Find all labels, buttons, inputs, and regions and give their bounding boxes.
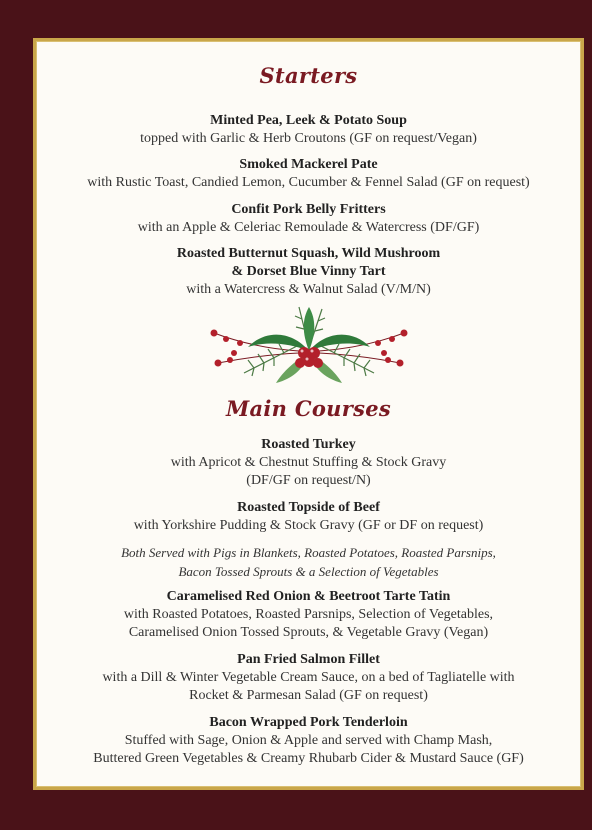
item-name: Confit Pork Belly Fritters: [231, 202, 386, 217]
main-item: [36, 588, 581, 642]
item-desc: with Rustic Toast, Candied Lemon, Cucumber & Fennel Salad (GF on request): [87, 175, 530, 190]
item-desc: Caramelised Onion Tossed Sprouts, & Vegetable Gravy (Vegan): [128, 625, 489, 640]
item-name: Minted Pea, Leek & Potato Soup: [210, 113, 407, 128]
starter-item: [36, 156, 581, 192]
menu-page: [36, 41, 581, 787]
holly-berries-icon: [36, 303, 581, 389]
starters-heading: Starters: [259, 63, 358, 88]
item-desc: Buttered Green Vegetables & Creamy Rhubarb Cider & Mustard Sauce (GF): [93, 751, 524, 766]
main-item: [36, 436, 581, 490]
main-courses-heading: Main Courses: [225, 396, 392, 421]
item-desc: with a Watercress & Walnut Salad (V/M/N): [186, 282, 431, 297]
main-item: [36, 499, 581, 535]
item-name: Caramelised Red Onion & Beetroot Tarte Tatin: [166, 589, 451, 604]
item-desc: with a Dill & Winter Vegetable Cream Sauce, on a bed of Tagliatelle with: [102, 670, 515, 685]
starter-item: [36, 245, 581, 299]
starter-item: [36, 112, 581, 148]
item-name: Bacon Wrapped Pork Tenderloin: [209, 715, 408, 730]
note-line: Bacon Tossed Sprouts & a Selection of Vegetables: [178, 564, 439, 579]
item-desc: (DF/GF on request/N): [246, 473, 371, 488]
item-name: Smoked Mackerel Pate: [239, 157, 378, 172]
serving-note: [36, 543, 581, 581]
item-name: Roasted Butternut Squash, Wild Mushroom: [176, 246, 441, 261]
item-desc: with Roasted Potatoes, Roasted Parsnips, Selection of Vegetables,: [123, 607, 494, 622]
item-desc: with an Apple & Celeriac Remoulade & Watercress (DF/GF): [137, 220, 480, 235]
starter-item: [36, 201, 581, 237]
item-name: & Dorset Blue Vinny Tart: [231, 264, 386, 279]
main-item: [36, 714, 581, 768]
item-desc: Rocket & Parmesan Salad (GF on request): [189, 688, 428, 703]
item-name: Pan Fried Salmon Fillet: [237, 652, 380, 667]
item-desc: Stuffed with Sage, Onion & Apple and served with Champ Mash,: [124, 733, 493, 748]
item-desc: topped with Garlic & Herb Croutons (GF on request/Vegan): [140, 131, 477, 146]
item-name: Roasted Topside of Beef: [237, 500, 380, 515]
item-desc: with Yorkshire Pudding & Stock Gravy (GF or DF on request): [133, 518, 484, 533]
item-desc: with Apricot & Chestnut Stuffing & Stock Gravy: [170, 455, 447, 470]
item-name: Roasted Turkey: [261, 437, 356, 452]
main-item: [36, 651, 581, 705]
note-line: Both Served with Pigs in Blankets, Roasted Potatoes, Roasted Parsnips,: [121, 545, 496, 560]
